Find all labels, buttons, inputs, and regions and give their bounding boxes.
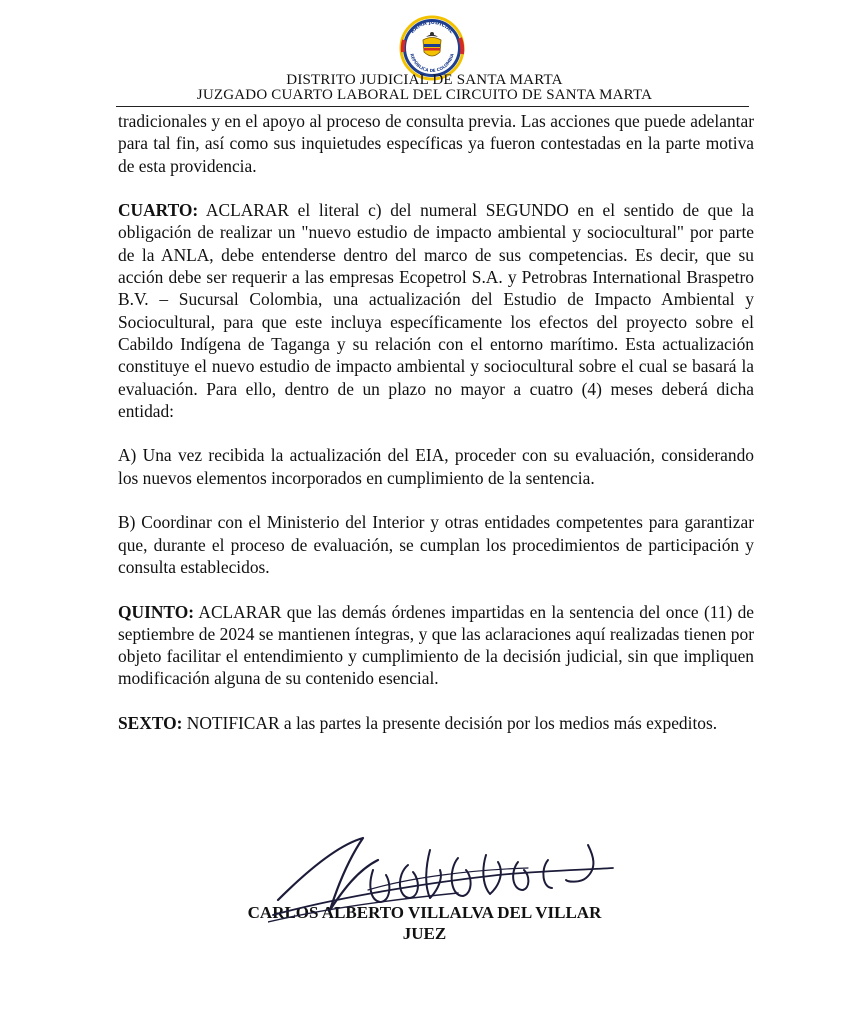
sexto-text: NOTIFICAR a las partes la presente decisión por los medios más expeditos. [182,713,718,734]
sexto-paragraph [118,712,754,734]
court-title: JUZGADO CUARTO LABORAL DEL CIRCUITO DE SANTA MARTA [196,87,653,103]
district-title: DISTRITO JUDICIAL DE SANTA MARTA [286,72,563,88]
signer-name: CARLOS ALBERTO VILLALVA DEL VILLAR [247,903,602,922]
cuarto-paragraph [118,199,754,422]
page-header [0,0,849,112]
document-body [118,110,754,734]
sexto-label: SEXTO: [118,713,183,734]
cuarto-text: ACLARAR el literal c) del numeral SEGUNDO en el sentido de que la obligación de realizar un "nuevo estudio de impacto ambiental y sociocultural" por parte de la ANLA, debe entenderse dentro del marco de sus competencias. Es decir, que su acción debe ser requerir a las empresas Ecopetrol S.A. y Petrobras International Braspetro B.V. – Sucursal Colombia, una actualización del Estudio de Impacto Ambiental y Sociocultural, para que este incluya específicamente los efectos del proyecto sobre el Cabildo Indígena de Taganga y su relación con el entorno marítimo. Esta actualización constituye el nuevo estudio de impacto ambiental y sociocultural sobre el cual se basará la evaluación. Para ello, dentro de un plazo no mayor a cuatro (4) meses deberá dicha entidad: [118,200,754,421]
quinto-paragraph [118,601,754,690]
item-b-paragraph: B) Coordinar con el Ministerio del Interior y otras entidades competentes para garantizar que, durante el proceso de evaluación, se cumplan los procedimientos de participación y consulta establecidos. [118,512,754,577]
court-heading [0,73,849,103]
cuarto-label: CUARTO: [118,200,199,221]
item-a-paragraph: A) Una vez recibida la actualización del EIA, proceder con su evaluación, considerando los nuevos elementos incorporados en cumplimiento de la sentencia. [118,445,754,488]
coat-of-arms-icon [423,32,441,56]
intro-paragraph: tradicionales y en el apoyo al proceso de consulta previa. Las acciones que puede adelantar para tal fin, así como sus inquietudes específicas ya fueron contestadas en la parte motiva de esta providencia. [118,111,754,176]
header-divider [116,106,749,107]
svg-text:REPÚBLICA DE COLOMBIA: REPÚBLICA DE COLOMBIA [409,52,455,74]
quinto-text: ACLARAR que las demás órdenes impartidas en la sentencia del once (11) de septiembre de 2024 se mantienen íntegras, y que las aclaraciones aquí realizadas tienen por objeto facilitar el entendimiento y cumplimiento de la decisión judicial, sin que impliquen modificación alguna de su contenido esencial. [118,601,754,689]
handwritten-signature [268,830,628,925]
quinto-label: QUINTO: [118,601,195,622]
svg-text:RAMA JUDICIAL: RAMA JUDICIAL [409,19,455,35]
signature-block [0,830,849,950]
signer-title: JUEZ [402,924,447,943]
